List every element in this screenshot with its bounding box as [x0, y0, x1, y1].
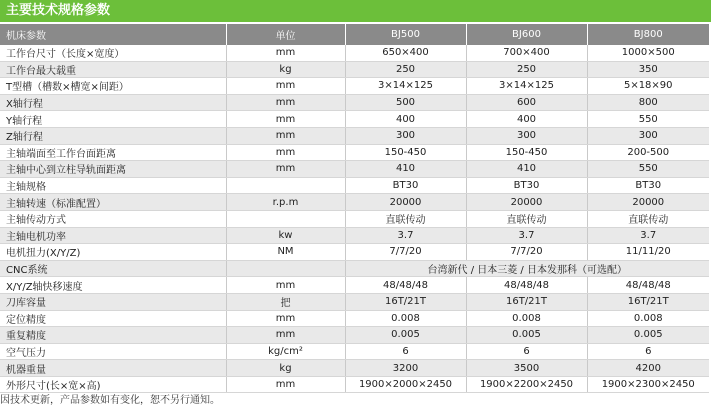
- unit-cell: kg: [226, 360, 345, 377]
- bj500-cell: BT30: [345, 177, 466, 194]
- parameter-cell: 主轴转速（标准配置）: [0, 194, 226, 211]
- bj800-cell: 300: [587, 127, 709, 144]
- bj800-cell: 20000: [587, 194, 709, 211]
- unit-cell: mm: [226, 327, 345, 344]
- parameter-cell: Y轴行程: [0, 111, 226, 128]
- bj500-cell: 16T/21T: [345, 293, 466, 310]
- bj800-cell: 550: [587, 161, 709, 178]
- unit-cell: mm: [226, 127, 345, 144]
- unit-cell: [226, 177, 345, 194]
- bj800-cell: 350: [587, 61, 709, 78]
- unit-cell: kg: [226, 61, 345, 78]
- bj500-cell: 1900×2000×2450: [345, 376, 466, 393]
- parameter-cell: 外形尺寸(长×宽×高): [0, 376, 226, 393]
- unit-cell: kg/cm²: [226, 343, 345, 360]
- parameter-cell: 主轴规格: [0, 177, 226, 194]
- bj500-cell: 500: [345, 94, 466, 111]
- spec-table-body: [0, 45, 709, 393]
- bj500-cell: 0.005: [345, 327, 466, 344]
- bj500-cell: 650×400: [345, 45, 466, 61]
- parameter-cell: 空气压力: [0, 343, 226, 360]
- bj500-cell: 3×14×125: [345, 78, 466, 95]
- bj600-cell: 1900×2200×2450: [466, 376, 587, 393]
- header-bj800: BJ800: [587, 24, 709, 45]
- bj800-cell: 5×18×90: [587, 78, 709, 95]
- table-row: [0, 227, 709, 244]
- merged-value-cell: 台湾新代 / 日本三菱 / 日本发那科（可选配）: [345, 260, 709, 277]
- bj800-cell: 直联传动: [587, 210, 709, 227]
- unit-cell: NM: [226, 244, 345, 261]
- table-row: [0, 177, 709, 194]
- unit-cell: mm: [226, 376, 345, 393]
- bj600-cell: 48/48/48: [466, 277, 587, 294]
- unit-cell: mm: [226, 161, 345, 178]
- unit-cell: r.p.m: [226, 194, 345, 211]
- bj500-cell: 20000: [345, 194, 466, 211]
- table-row: [0, 61, 709, 78]
- bj800-cell: BT30: [587, 177, 709, 194]
- bj800-cell: 800: [587, 94, 709, 111]
- bj500-cell: 410: [345, 161, 466, 178]
- table-row: [0, 194, 709, 211]
- bj600-cell: 150-450: [466, 144, 587, 161]
- table-row: [0, 343, 709, 360]
- bj800-cell: 550: [587, 111, 709, 128]
- bj800-cell: 0.008: [587, 310, 709, 327]
- footnote: 因技术更新，产品参数如有变化，恕不另行通知。: [0, 395, 220, 406]
- spec-table: [0, 24, 709, 393]
- bj600-cell: 20000: [466, 194, 587, 211]
- table-row: [0, 210, 709, 227]
- bj800-cell: 4200: [587, 360, 709, 377]
- parameter-cell: X轴行程: [0, 94, 226, 111]
- bj500-cell: 400: [345, 111, 466, 128]
- parameter-cell: T型槽（槽数×槽宽×间距）: [0, 78, 226, 95]
- bj500-cell: 3200: [345, 360, 466, 377]
- bj600-cell: 3500: [466, 360, 587, 377]
- unit-cell: [226, 260, 345, 277]
- bj500-cell: 250: [345, 61, 466, 78]
- bj500-cell: 3.7: [345, 227, 466, 244]
- parameter-cell: 工作台最大载重: [0, 61, 226, 78]
- parameter-cell: 主轴中心到立柱导轨面距离: [0, 161, 226, 178]
- table-row: [0, 293, 709, 310]
- unit-cell: [226, 210, 345, 227]
- unit-cell: mm: [226, 310, 345, 327]
- bj800-cell: 11/11/20: [587, 244, 709, 261]
- bj500-cell: 直联传动: [345, 210, 466, 227]
- bj800-cell: 1900×2300×2450: [587, 376, 709, 393]
- bj800-cell: 16T/21T: [587, 293, 709, 310]
- table-row: [0, 260, 709, 277]
- bj600-cell: 600: [466, 94, 587, 111]
- table-row: [0, 277, 709, 294]
- parameter-cell: 电机扭力(X/Y/Z): [0, 244, 226, 261]
- table-row: [0, 310, 709, 327]
- header-bj500: BJ500: [345, 24, 466, 45]
- bj800-cell: 200-500: [587, 144, 709, 161]
- header-row: [0, 24, 709, 45]
- parameter-cell: 重复精度: [0, 327, 226, 344]
- section-title: 主要技术规格参数: [0, 0, 711, 22]
- unit-cell: mm: [226, 78, 345, 95]
- bj500-cell: 150-450: [345, 144, 466, 161]
- table-row: [0, 244, 709, 261]
- unit-cell: kw: [226, 227, 345, 244]
- unit-cell: mm: [226, 111, 345, 128]
- bj600-cell: 300: [466, 127, 587, 144]
- table-row: [0, 45, 709, 61]
- parameter-cell: 机器重量: [0, 360, 226, 377]
- unit-cell: mm: [226, 277, 345, 294]
- bj600-cell: 7/7/20: [466, 244, 587, 261]
- bj600-cell: 6: [466, 343, 587, 360]
- unit-cell: mm: [226, 94, 345, 111]
- bj500-cell: 300: [345, 127, 466, 144]
- table-row: [0, 327, 709, 344]
- bj600-cell: 250: [466, 61, 587, 78]
- parameter-cell: 工作台尺寸（长度×宽度）: [0, 45, 226, 61]
- header-unit: 单位: [226, 24, 345, 45]
- table-row: [0, 78, 709, 95]
- unit-cell: mm: [226, 144, 345, 161]
- bj600-cell: 700×400: [466, 45, 587, 61]
- parameter-cell: Z轴行程: [0, 127, 226, 144]
- bj800-cell: 48/48/48: [587, 277, 709, 294]
- bj600-cell: 410: [466, 161, 587, 178]
- table-row: [0, 161, 709, 178]
- header-parameter: 机床参数: [0, 24, 226, 45]
- table-row: [0, 127, 709, 144]
- parameter-cell: 主轴端面至工作台面距离: [0, 144, 226, 161]
- bj600-cell: 0.005: [466, 327, 587, 344]
- bj800-cell: 6: [587, 343, 709, 360]
- parameter-cell: CNC系统: [0, 260, 226, 277]
- table-row: [0, 144, 709, 161]
- parameter-cell: 主轴电机功率: [0, 227, 226, 244]
- bj600-cell: 3.7: [466, 227, 587, 244]
- parameter-cell: X/Y/Z轴快移速度: [0, 277, 226, 294]
- bj600-cell: 3×14×125: [466, 78, 587, 95]
- bj800-cell: 1000×500: [587, 45, 709, 61]
- bj800-cell: 0.005: [587, 327, 709, 344]
- parameter-cell: 主轴传动方式: [0, 210, 226, 227]
- unit-cell: mm: [226, 45, 345, 61]
- parameter-cell: 定位精度: [0, 310, 226, 327]
- bj500-cell: 6: [345, 343, 466, 360]
- bj600-cell: BT30: [466, 177, 587, 194]
- header-bj600: BJ600: [466, 24, 587, 45]
- table-row: [0, 94, 709, 111]
- bj500-cell: 0.008: [345, 310, 466, 327]
- bj600-cell: 16T/21T: [466, 293, 587, 310]
- bj600-cell: 0.008: [466, 310, 587, 327]
- bj600-cell: 直联传动: [466, 210, 587, 227]
- bj500-cell: 48/48/48: [345, 277, 466, 294]
- bj600-cell: 400: [466, 111, 587, 128]
- bj800-cell: 3.7: [587, 227, 709, 244]
- table-row: [0, 111, 709, 128]
- unit-cell: 把: [226, 293, 345, 310]
- bj500-cell: 7/7/20: [345, 244, 466, 261]
- parameter-cell: 刀库容量: [0, 293, 226, 310]
- table-row: [0, 360, 709, 377]
